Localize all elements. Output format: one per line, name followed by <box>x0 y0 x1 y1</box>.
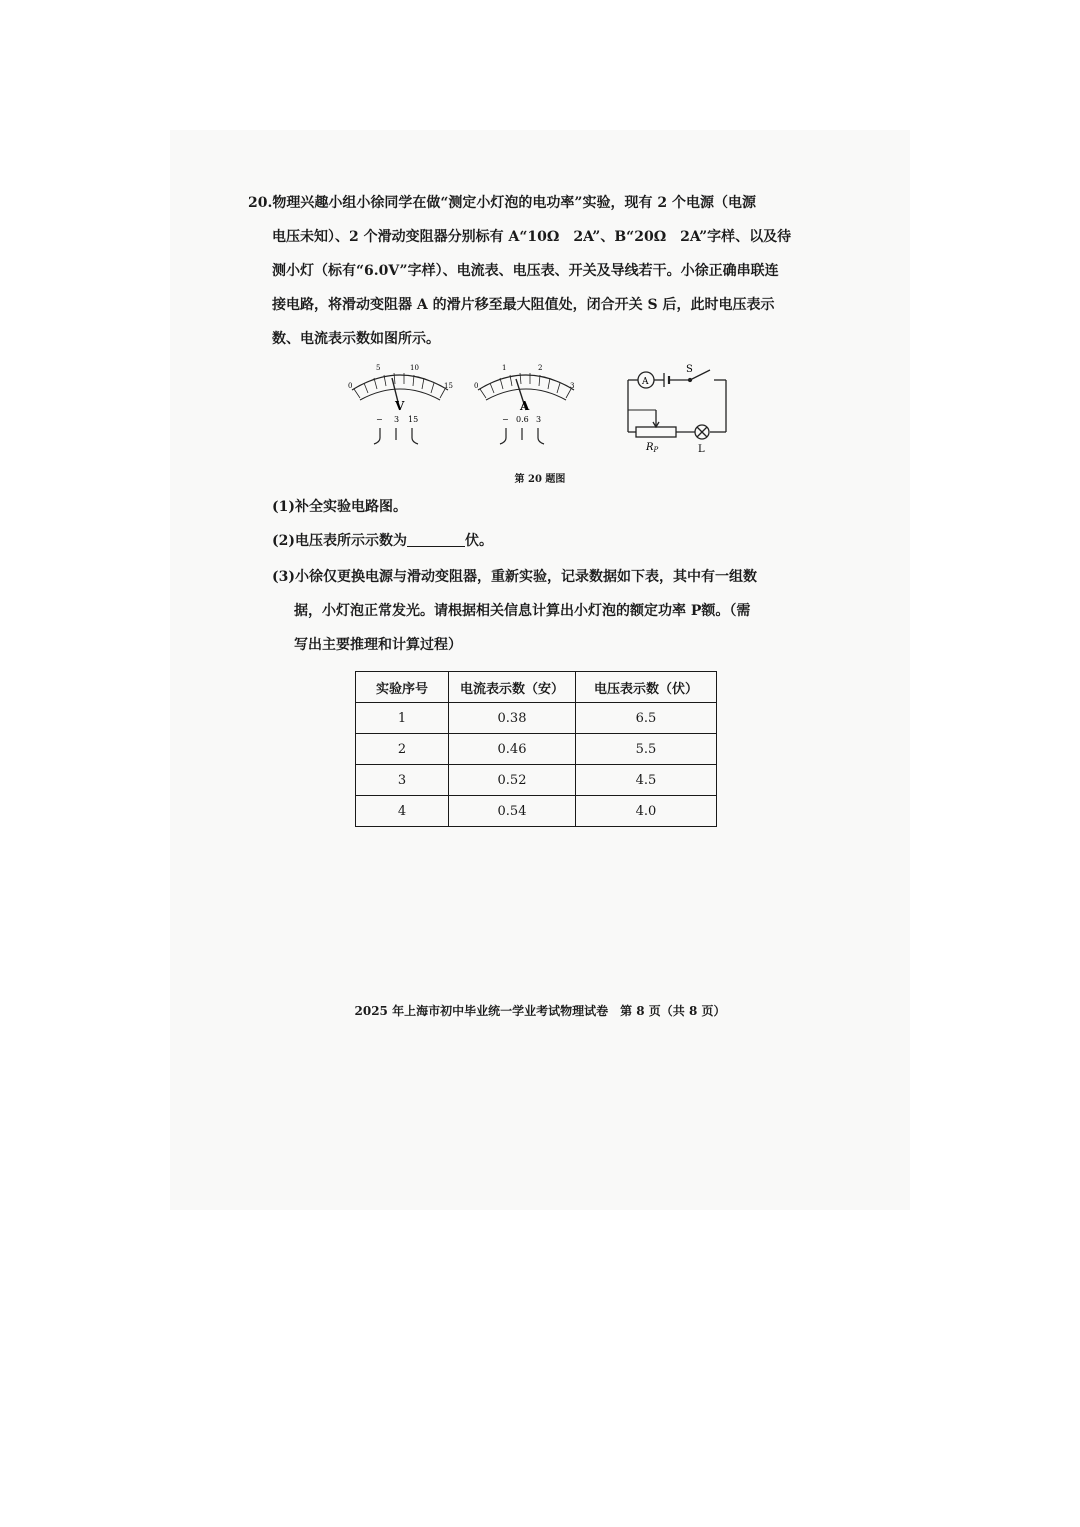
question-line-5: 数、电流表示数如图所示。 <box>272 331 440 347</box>
rheostat-symbol <box>636 427 676 437</box>
voltmeter-scale-5: 5 <box>376 364 381 372</box>
part-1 <box>272 490 812 524</box>
voltmeter-scale-15: 15 <box>444 382 453 390</box>
question-line-2: 电压未知）、2 个滑动变阻器分别标有 A“10Ω 2A”、B“20Ω 2A”字样、以及待 <box>272 229 792 245</box>
ammeter-dial <box>474 364 574 444</box>
question-line-4: 接电路，将滑动变阻器 A 的滑片移至最大阻值处，闭合开关 S 后，此时电压表示 <box>272 297 775 313</box>
table-cell: 6.5 <box>576 703 717 734</box>
ammeter-scale-0: 0 <box>474 382 479 390</box>
table-cell: 0.54 <box>449 796 576 827</box>
table-header-row <box>356 672 717 703</box>
table-header-cell: 电压表示数（伏） <box>576 672 717 703</box>
question-number: 20. <box>248 195 273 211</box>
question-line-1: 20.物理兴趣小组小徐同学在做“测定小灯泡的电功率”实验，现有 2 个电源（电源 <box>248 195 756 211</box>
part-3-line-2: 据，小灯泡正常发光。请根据相关信息计算出小灯泡的额定功率 P额。（需 <box>294 603 751 619</box>
switch-label: S <box>686 364 693 375</box>
lamp-label: L <box>698 444 705 455</box>
table-cell: 1 <box>356 703 449 734</box>
ammeter-letter: A <box>520 399 530 413</box>
table-cell: 0.46 <box>449 734 576 765</box>
voltmeter-terminal-3: 3 <box>394 415 400 424</box>
question-line-3: 测小灯（标有“6.0V”字样）、电流表、电压表、开关及导线若干。小徐正确串联连 <box>272 263 779 279</box>
switch-blade <box>690 370 710 380</box>
part-1-text: 补全实验电路图。 <box>295 499 407 515</box>
figure-caption: 第 20 题图 <box>514 474 566 485</box>
table-cell: 5.5 <box>576 734 717 765</box>
voltmeter-scale-10: 10 <box>410 364 419 372</box>
part-3-line-3: 写出主要推理和计算过程） <box>294 637 462 653</box>
table-header-cell: 电流表示数（安） <box>449 672 576 703</box>
voltmeter-letter: V <box>395 399 405 413</box>
part-2-label: (2) <box>272 533 295 549</box>
ammeter-scale-2: 2 <box>538 364 543 372</box>
ammeter-scale-1: 1 <box>502 364 507 372</box>
table-row <box>356 734 717 765</box>
circuit-ammeter-label: A <box>642 377 649 387</box>
part-3-label: (3) <box>272 569 295 585</box>
rheostat-label: $R_P$ <box>646 442 659 454</box>
table-cell: 2 <box>356 734 449 765</box>
table-cell: 4.5 <box>576 765 717 796</box>
page-number: 第 8 页（共 8 页） <box>620 1004 726 1018</box>
page-footer <box>0 1002 1080 1019</box>
answer-blank[interactable] <box>407 532 465 547</box>
exam-title: 2025 年上海市初中毕业统一学业考试物理试卷 <box>354 1004 609 1018</box>
voltmeter-dial <box>348 364 453 444</box>
data-table <box>355 671 717 827</box>
part-3-line-1: (3)小徐仅更换电源与滑动变阻器，重新实验，记录数据如下表，其中有一组数 <box>272 569 757 585</box>
voltmeter-terminal-15: 15 <box>408 415 419 424</box>
part-1-label: (1) <box>272 499 295 515</box>
part-2: (2)电压表所示示数为 伏。 <box>272 533 493 549</box>
voltmeter-terminal-neg: − <box>376 415 383 424</box>
ammeter-terminal-neg: − <box>502 415 509 424</box>
part-3 <box>272 560 812 662</box>
voltmeter-scale-0: 0 <box>348 382 353 390</box>
table-cell: 3 <box>356 765 449 796</box>
ammeter-terminal-3: 3 <box>536 415 542 424</box>
table-cell: 0.38 <box>449 703 576 734</box>
figure-20 <box>340 360 740 460</box>
question-stem <box>248 186 808 356</box>
ammeter-terminal-06: 0.6 <box>516 415 529 424</box>
table-cell: 4.0 <box>576 796 717 827</box>
ammeter-scale-3: 3 <box>570 382 575 390</box>
table-row <box>356 796 717 827</box>
table-header-cell: 实验序号 <box>356 672 449 703</box>
table-row <box>356 765 717 796</box>
table-row <box>356 703 717 734</box>
table-cell: 0.52 <box>449 765 576 796</box>
table-cell: 4 <box>356 796 449 827</box>
